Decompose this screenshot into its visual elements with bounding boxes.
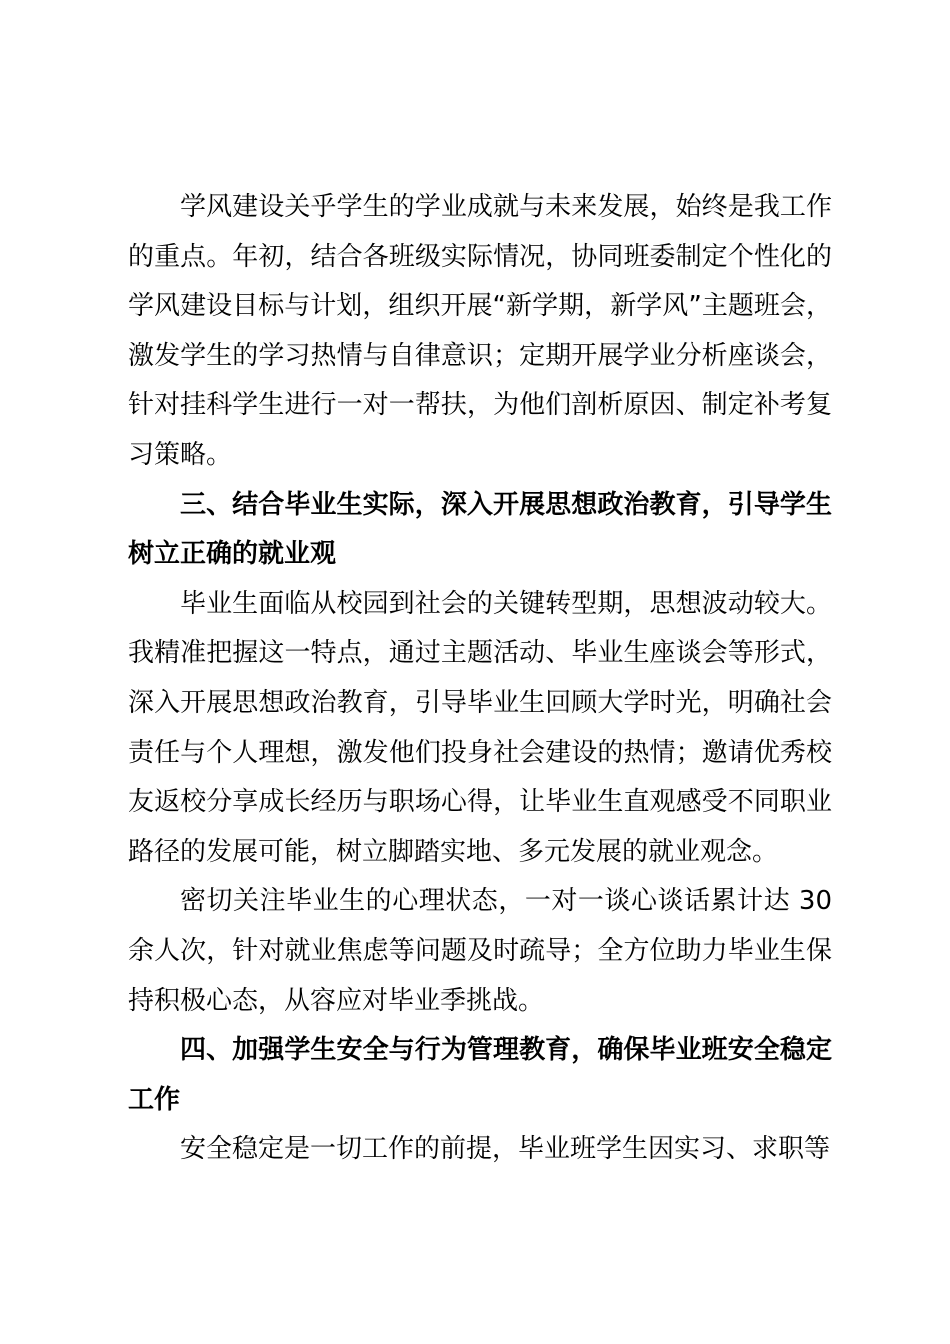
- document-body: [128, 183, 832, 1175]
- paragraph-graduate-education: 毕业生面临从校园到社会的关键转型期，思想波动较大。我精准把握这一特点，通过主题活动、毕业生座谈会等形式，深入开展思想政治教育，引导毕业生回顾大学时光，明确社会责任与个人理想，激发他们投身社会建设的热情；邀请优秀校友返校分享成长经历与职场心得，让毕业生直观感受不同职业路径的发展可能，树立脚踏实地、多元发展的就业观念。: [128, 588, 832, 867]
- paragraph-study-style: 学风建设关乎学生的学业成就与未来发展，始终是我工作的重点。年初，结合各班级实际情况，协同班委制定个性化的学风建设目标与计划，组织开展“新学期，新学风”主题班会，激发学生的学习热情与自律意识；定期开展学业分析座谈会，针对挂科学生进行一对一帮扶，为他们剖析原因、制定补考复习策略。: [128, 192, 832, 470]
- paragraph-mental-health: 密切关注毕业生的心理状态，一对一谈心谈话累计达 30 余人次，针对就业焦虑等问题及时疏导；全方位助力毕业生保持积极心态，从容应对毕业季挑战。: [128, 886, 832, 1016]
- section-heading-4: 四、加强学生安全与行为管理教育，确保毕业班安全稳定工作: [128, 1035, 832, 1115]
- paragraph-safety: 安全稳定是一切工作的前提，毕业班学生因实习、求职等: [180, 1134, 831, 1165]
- section-heading-3: 三、结合毕业生实际，深入开展思想政治教育，引导学生树立正确的就业观: [128, 489, 832, 570]
